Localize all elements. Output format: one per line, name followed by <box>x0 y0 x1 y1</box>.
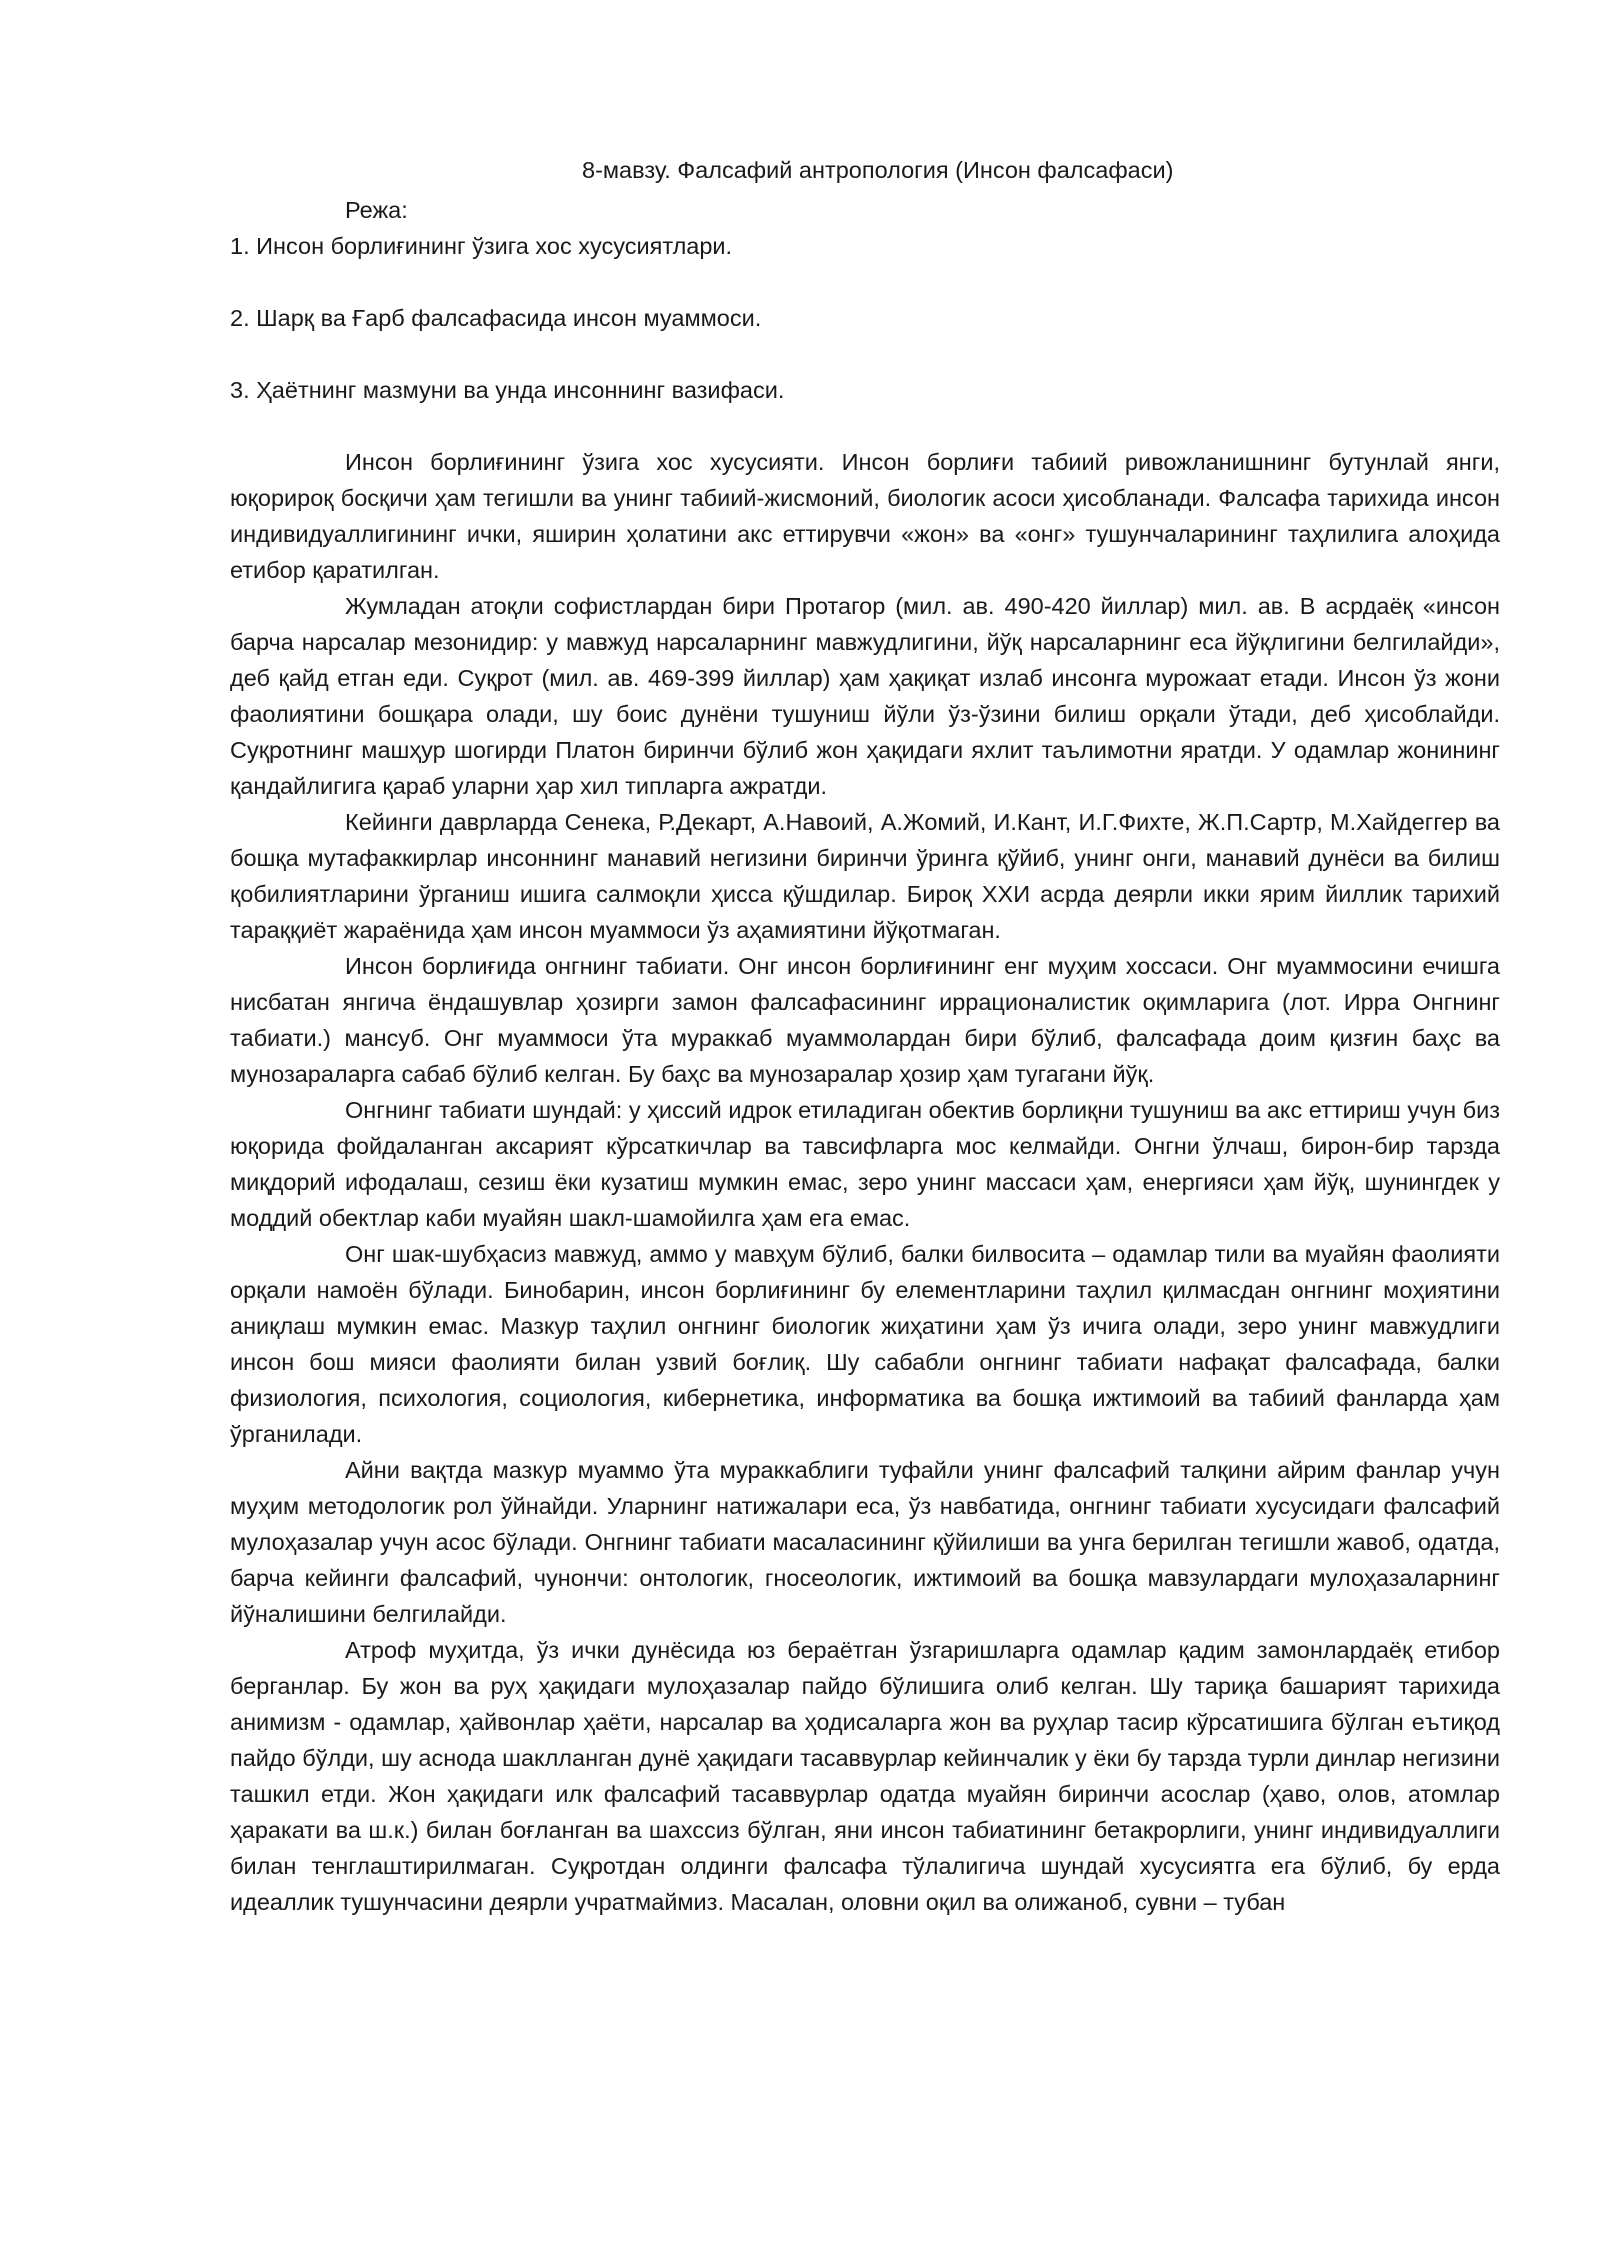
plan-item: 3. Ҳаётнинг мазмуни ва унда инсоннинг вазифаси. <box>230 377 785 403</box>
body-paragraph: Онгнинг табиати шундай: у ҳиссий идрок етиладиган обектив борлиқни тушуниш ва акс еттириш учун биз юқорида фойдаланган аксарият кўрсаткичлар ва тавсифларга мос келмайди. Онгни ўлчаш, бирон-бир тарзда миқдорий ифодалаш, сезиш ёки кузатиш мумкин емас, зеро унинг массаси ҳам, енергияси ҳам йўқ, шунингдек у моддий обектлар каби муайян шакл-шамойилга ҳам ега емас. <box>230 1097 1500 1231</box>
plan-heading: Режа: <box>345 197 408 223</box>
body-paragraph: Инсон борлиғида онгнинг табиати. Онг инсон борлиғининг енг муҳим хоссаси. Онг муаммосини ечишга нисбатан янгича ёндашувлар ҳозирги замон фалсафасининг иррационалистик оқимларига (лот. Ирра Онгнинг табиати.) мансуб. Онг муаммоси ўта мураккаб муаммолардан бири бўлиб, фалсафада доим қизғин баҳс ва мунозараларга сабаб бўлиб келган. Бу баҳс ва мунозаралар ҳозир ҳам тугагани йўқ. <box>230 953 1500 1087</box>
body-paragraph: Атроф муҳитда, ўз ички дунёсида юз бераётган ўзгаришларга одамлар қадим замонлардаёқ етибор берганлар. Бу жон ва руҳ ҳақидаги мулоҳазалар пайдо бўлишига олиб келган. Шу тариқа башарият тарихида анимизм - одамлар, ҳайвонлар ҳаёти, нарсалар ва ҳодисаларга жон ва руҳлар тасир кўрсатишига бўлган еътиқод пайдо бўлди, шу аснода шаклланган дунё ҳақидаги тасаввурлар кейинчалик у ёки бу тарзда турли динлар негизини ташкил етди. Жон ҳақидаги илк фалсафий тасаввурлар одатда муайян биринчи асослар (ҳаво, олов, атомлар ҳаракати ва ш.к.) билан боғланган ва шахссиз бўлган, яни инсон табиатининг бетакрорлиги, унинг индивидуаллиги билан тенглаштирилмаган. Суқротдан олдинги фалсафа тўлалигича шундай хусусиятга ега бўлиб, бу ерда идеаллик тушунчасини деярли учратмаймиз. Масалан, оловни оқил ва олижаноб, сувни – тубан <box>230 1637 1500 1915</box>
plan-item: 1. Инсон борлиғининг ўзига хос хусусиятлари. <box>230 233 733 259</box>
body-paragraph: Жумладан атоқли софистлардан бири Протагор (мил. ав. 490-420 йиллар) мил. ав. В асрдаёқ «инсон барча нарсалар мезонидир: у мавжуд нарсаларнинг мавжудлигини, йўқ нарсаларнинг еса йўқлигини белгилайди», деб қайд етган еди. Суқрот (мил. ав. 469-399 йиллар) ҳам ҳақиқат излаб инсонга мурожаат етади. Инсон ўз жони фаолиятини бошқара олади, шу боис дунёни тушуниш йўли ўз-ўзини билиш орқали ўтади, деб ҳисоблайди. Суқротнинг машҳур шогирди Платон биринчи бўлиб жон ҳақидаги яхлит таълимотни яратди. У одамлар жонининг қандайлигига қараб уларни ҳар хил типларга ажратди. <box>230 593 1500 799</box>
document-body <box>230 152 1500 1920</box>
body-paragraph: Айни вақтда мазкур муаммо ўта мураккаблиги туфайли унинг фалсафий талқини айрим фанлар учун муҳим методологик рол ўйнайди. Уларнинг натижалари еса, ўз навбатида, онгнинг табиати хусусидаги фалсафий мулоҳазалар учун асос бўлади. Онгнинг табиати масаласининг қўйилиши ва унга берилган тегишли жавоб, одатда, барча кейинги фалсафий, чунончи: онтологик, гносеологик, ижтимоий ва бошқа мавзулардаги мулоҳазаларнинг йўналишини белгилайди. <box>230 1457 1500 1627</box>
body-paragraph: Инсон борлиғининг ўзига хос хусусияти. Инсон борлиғи табиий ривожланишнинг бутунлай янги, юқорироқ босқичи ҳам тегишли ва унинг табиий-жисмоний, биологик асоси ҳисобланади. Фалсафа тарихида инсон индивидуаллигининг ички, яширин ҳолатини акс еттирувчи «жон» ва «онг» тушунчаларининг таҳлилига алоҳида етибор қаратилган. <box>230 449 1500 583</box>
body-paragraph: Онг шак-шубҳасиз мавжуд, аммо у мавҳум бўлиб, балки билвосита – одамлар тили ва муайян фаолияти орқали намоён бўлади. Бинобарин, инсон борлиғининг бу елементларини таҳлил қилмасдан онгнинг моҳиятини аниқлаш мумкин емас. Мазкур таҳлил онгнинг биологик жиҳатини ҳам ўз ичига олади, зеро унинг мавжудлиги инсон бош мияси фаолияти билан узвий боғлиқ. Шу сабабли онгнинг табиати нафақат фалсафада, балки физиология, психология, социология, кибернетика, информатика ва бошқа ижтимоий ва табиий фанларда ҳам ўрганилади. <box>230 1241 1500 1447</box>
plan-list <box>230 228 1500 408</box>
document-title: 8-мавзу. Фалсафий антропология (Инсон фалсафаси) <box>582 157 1174 183</box>
body-paragraph: Кейинги даврларда Сенека, Р.Декарт, А.Навоий, А.Жомий, И.Кант, И.Г.Фихте, Ж.П.Сартр, М.Хайдеггер ва бошқа мутафаккирлар инсоннинг манавий негизини биринчи ўринга қўйиб, унинг онги, манавий дунёси ва билиш қобилиятларини ўрганиш ишига салмоқли ҳисса қўшдилар. Бироқ ХХИ асрда деярли икки ярим йиллик тарихий тараққиёт жараёнида ҳам инсон муаммоси ўз аҳамиятини йўқотмаган. <box>230 809 1500 943</box>
plan-item: 2. Шарқ ва Ғарб фалсафасида инсон муаммоси. <box>230 305 762 331</box>
